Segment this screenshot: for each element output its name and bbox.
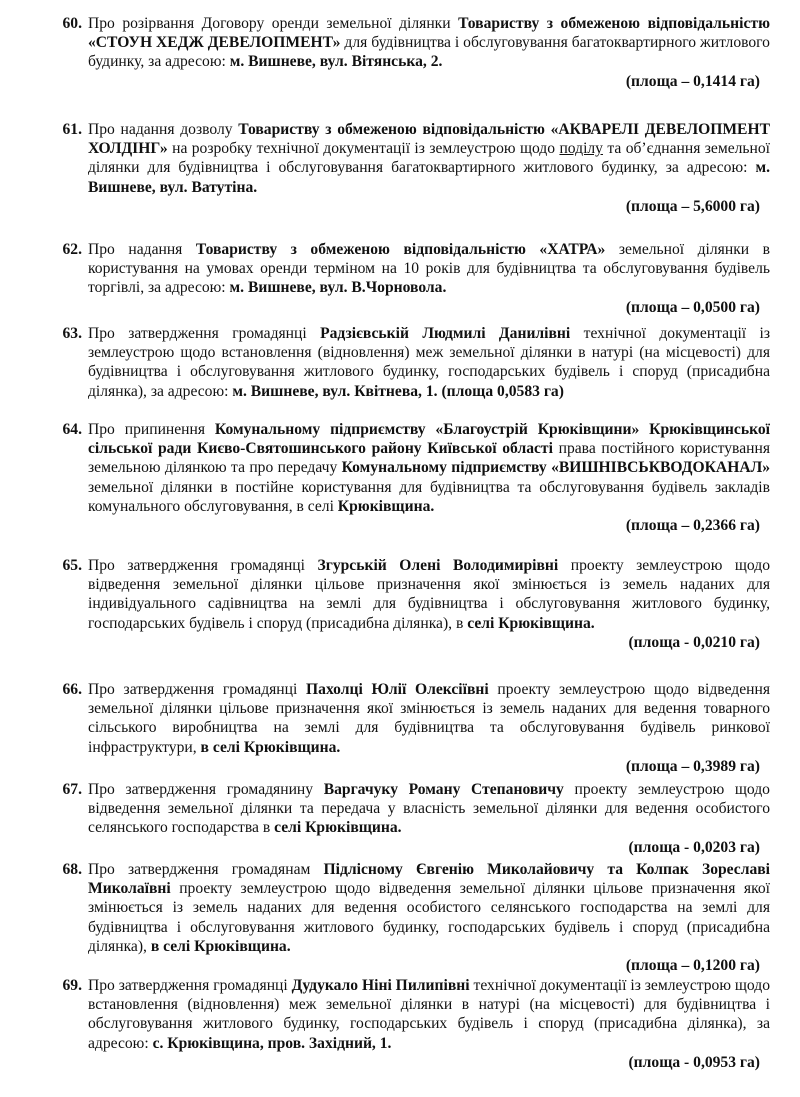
- item-number: 65.: [62, 557, 82, 574]
- item-text: Про розірвання Договору оренди земельної ділянки Товариству з обмеженою відповідальністю «СТОУН ХЕДЖ ДЕВЕЛОПМЕНТ» для будівництва і обслуговування багатоквартирного житлового будинку, за адресою: м. Вишневе, вул. Вітянська, 2.: [88, 15, 770, 71]
- agenda-item-61: [52, 120, 770, 216]
- item-area: (площа - 0,0953 га): [628, 1053, 760, 1071]
- item-number: 68.: [62, 861, 82, 878]
- item-area: (площа – 0,1414 га): [625, 72, 760, 90]
- agenda-item-67: [52, 780, 770, 857]
- item-area: (площа – 0,1200 га): [625, 957, 760, 975]
- item-number: 63.: [62, 325, 82, 342]
- item-area: (площа – 5,6000 га): [625, 197, 760, 215]
- item-number: 61.: [62, 121, 82, 138]
- item-text: Про затвердження громадянам Підлісному Євгенію Миколайовичу та Колпак Зореславі Миколаївні проекту землеустрою щодо відведення земельної ділянки цільове призначення якої змінюється із земель наданих для ведення особистого селянського господарства на землі для будівництва і обслуговування житлового будинку, господарських будівель і споруд (присадибна ділянка), в селі Крюківщина.: [88, 861, 770, 955]
- item-text: Про затвердження громадянці Дудукало Ніні Пилипівні технічної документації із землеустрою щодо встановлення (відновлення) меж земельної ділянки в натурі (на місцевості) для будівництва і обслуговування житлового будинку, господарських будівель і споруд (присадибна ділянка), за адресою: с. Крюківщина, пров. Західний, 1.: [88, 977, 770, 1052]
- item-area: (площа – 0,2366 га): [625, 517, 760, 535]
- agenda-item-63: [52, 324, 770, 401]
- item-text: Про затвердження громадянці Радзієвській Людмилі Данилівні технічної документації із землеустрою щодо встановлення (відновлення) меж земельної ділянки в натурі (на місцевості) для будівництва і обслуговування житлового будинку, господарських будівель і споруд (присадибна ділянка), за адресою: м. Вишневе, вул. Квітнева, 1. (площа 0,0583 га): [88, 325, 770, 400]
- item-area: (площа – 0,3989 га): [625, 757, 760, 775]
- agenda-item-69: [52, 976, 770, 1072]
- item-number: 64.: [62, 421, 82, 438]
- item-number: 66.: [62, 681, 82, 698]
- item-text: Про припинення Комунальному підприємству «Благоустрій Крюківщини» Крюківщинської сільської ради Києво-Святошинського району Київської області права постійного користування земельною ділянкою та про передачу Комунальному підприємству «ВИШНІВСЬКВОДОКАНАЛ» земельної ділянки в постійне користування для будівництва та обслуговування будівель закладів комунального обслуговування, в селі Крюківщина.: [88, 421, 771, 515]
- item-text: Про затвердження громадянці Пахолці Юлії Олексіївні проекту землеустрою щодо відведення земельної ділянки цільове призначення якої змінюється із земель наданих для ведення товарного сільського виробництва на землі для будівництва та обслуговування будівель ринкової інфраструктури, в селі Крюківщина.: [88, 681, 770, 756]
- item-text: Про надання Товариству з обмеженою відповідальністю «ХАТРА» земельної ділянки в користування на умовах оренди терміном на 10 років для будівництва та обслуговування будівель торгівлі, за адресою: м. Вишневе, вул. В.Чорновола.: [88, 241, 770, 297]
- item-text: Про надання дозволу Товариству з обмеженою відповідальністю «АКВАРЕЛІ ДЕВЕЛОПМЕНТ ХОЛДІНГ» на розробку технічної документації із землеустрою щодо поділу та об’єднання земельної ділянки для будівництва і обслуговування багатоквартирного житлового будинку, за адресою: м. Вишневе, вул. Ватутіна.: [88, 121, 771, 196]
- item-area: (площа – 0,0500 га): [625, 298, 760, 316]
- item-number: 67.: [62, 781, 82, 798]
- agenda-item-60: [52, 14, 770, 91]
- item-area: (площа - 0,0203 га): [628, 838, 760, 856]
- item-number: 60.: [62, 15, 82, 32]
- item-number: 62.: [62, 241, 82, 258]
- agenda-item-68: [52, 860, 770, 975]
- agenda-item-65: [52, 556, 770, 652]
- item-area: (площа - 0,0210 га): [628, 633, 760, 651]
- agenda-item-62: [52, 240, 770, 317]
- agenda-item-66: [52, 680, 770, 776]
- item-number: 69.: [62, 977, 82, 994]
- agenda-item-64: [52, 420, 770, 535]
- item-text: Про затвердження громадянину Варгачуку Роману Степановичу проекту землеустрою щодо відведення земельної ділянки та передача у власність земельної ділянки для ведення особистого селянського господарства в селі Крюківщина.: [88, 781, 770, 837]
- item-text: Про затвердження громадянці Згурській Олені Володимирівні проекту землеустрою щодо відведення земельної ділянки цільове призначення якої змінюється із земель наданих для індивідуального садівництва на землі для будівництва і обслуговування житлового будинку, господарських будівель і споруд (присадибна ділянка), в селі Крюківщина.: [88, 557, 770, 632]
